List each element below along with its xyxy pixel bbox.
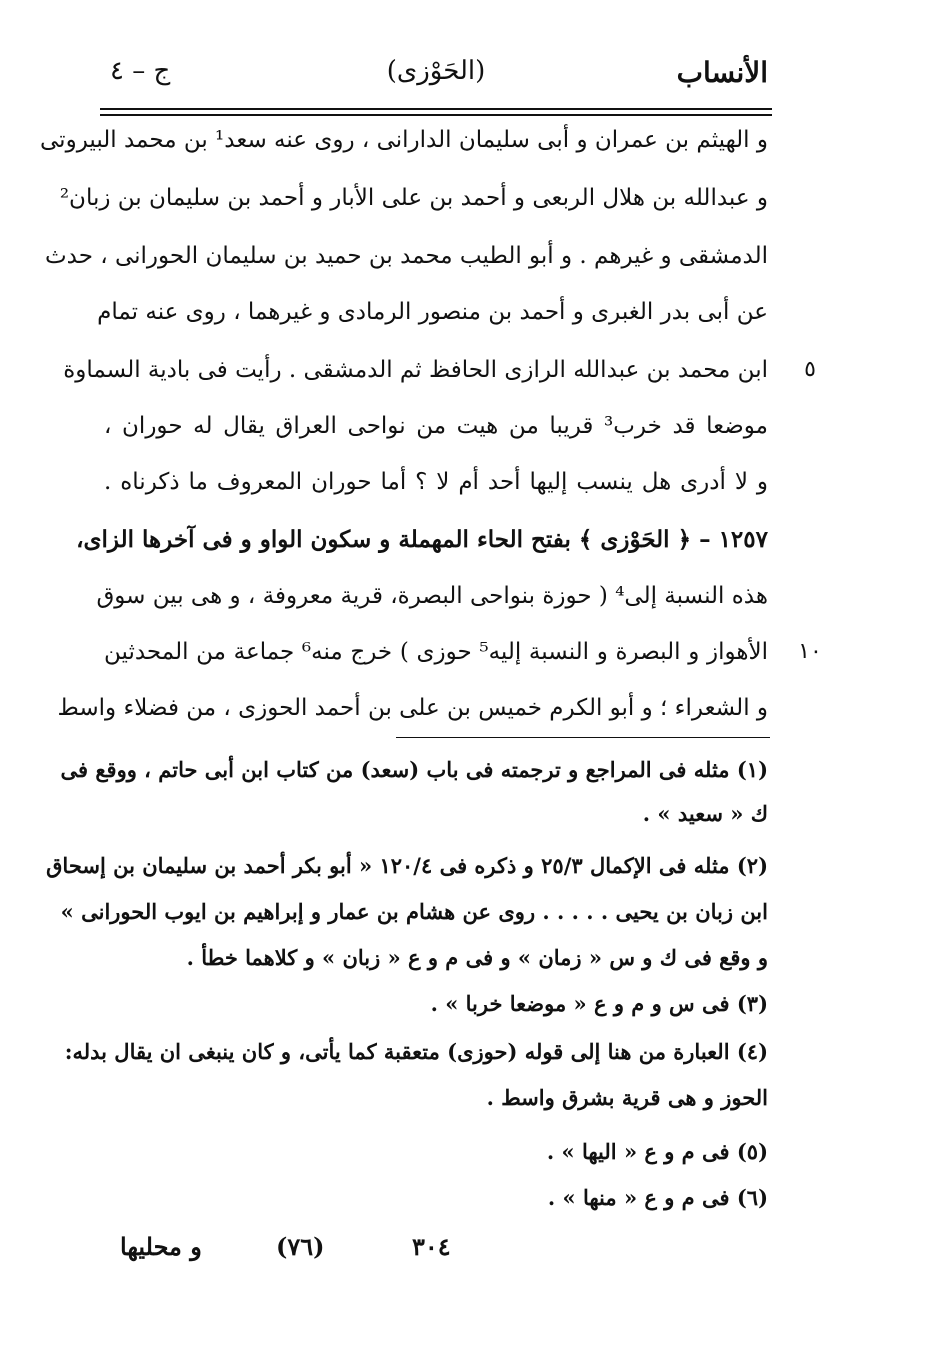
footnote-line: الحوز و هى قرية بشرق واسط . [486, 1085, 768, 1110]
footnote-line: (٥) فى م و ع « اليها » . [546, 1139, 768, 1164]
body-line: ابن محمد بن عبدالله الرازى الحافظ ثم الدمشقى . رأيت فى بادية السماوة [63, 357, 768, 383]
body-line: الأهواز و البصرة و النسبة إليه⁵ حوزى ) خرج منه⁶ جماعة من المحدثين [104, 639, 768, 665]
catchword: و محليها [120, 1232, 202, 1261]
footnote-line: (٦) فى م و ع « منها » . [547, 1185, 768, 1210]
running-header [100, 50, 772, 106]
footnote-line: ك « سعيد » . [642, 801, 768, 826]
footnote-separator [396, 737, 770, 738]
section-title: (الحَوْزى) [386, 56, 486, 86]
footnote-line: (٤) العبارة من هنا إلى قوله (حوزى) متعقبة كما يأتى، و كان ينبغى ان يقال بدله: [64, 1039, 768, 1064]
book-title: الأنساب [676, 56, 768, 89]
header-rule-bottom [100, 114, 772, 116]
footnote-line: و وقع فى ك و س « زمان » و فى م و ع « زبان » و كلاهما خطأ . [186, 945, 768, 970]
signature-mark: (٧٦) [276, 1232, 325, 1261]
body-line: موضعا قد خرب³ قريبا من هيت من نواحى العراق يقال له حوران ، [104, 413, 768, 439]
footnote-line: (٢) مثله فى الإكمال ٢٥/٣ و ذكره فى ١٢٠/٤ « أبو بكر أحمد بن سليمان بن إسحاق [46, 853, 768, 878]
footnote-line: ابن زبان بن يحيى . . . . . روى عن هشام بن عمار و إبراهيم بن ايوب الحورانى » [60, 899, 768, 924]
body-line: الدمشقى و غيرهم . و أبو الطيب محمد بن حميد بن سليمان الحورانى ، حدث [44, 243, 768, 269]
footnote-line: (١) مثله فى المراجع و ترجمته فى باب (سعد) من كتاب ابن أبى حاتم ، ووقع فى [60, 757, 768, 782]
entry-heading-line: ١٢٥٧ – ﴿ الحَوْزى ﴾ بفتح الحاء المهملة و سكون الواو و فى آخرها الزاى، [76, 526, 768, 553]
header-rule-top [100, 108, 772, 110]
line-number: ١٠ [798, 639, 822, 664]
body-line: و لا أدرى هل ينسب إليها أحد أم لا ؟ أما حوران المعروف ما ذكرناه . [104, 469, 768, 495]
body-line: و عبدالله بن هلال الربعى و أحمد بن على الأبار و أحمد بن سليمان بن زبان² [59, 185, 768, 211]
body-line: عن أبى بدر الغبرى و أحمد بن منصور الرمادى و غيرهما ، روى عنه تمام [97, 299, 768, 325]
line-number: ٥ [804, 357, 816, 382]
page-number: ٣٠٤ [412, 1232, 451, 1261]
body-line: و الهيثم بن عمران و أبى سليمان الدارانى ، روى عنه سعد¹ بن محمد البيروتى [40, 127, 768, 153]
body-line: هذه النسبة إلى⁴ ( حوزة بنواحى البصرة، قرية معروفة ، و هى بين سوق [96, 583, 768, 609]
volume-label: ج – ٤ [110, 56, 171, 86]
body-line: و الشعراء ؛ و أبو الكرم خميس بن على بن أحمد الحوزى ، من فضلاء واسط [57, 695, 768, 721]
footnote-line: (٣) فى س و م و ع « موضعا خربا » . [430, 991, 768, 1016]
